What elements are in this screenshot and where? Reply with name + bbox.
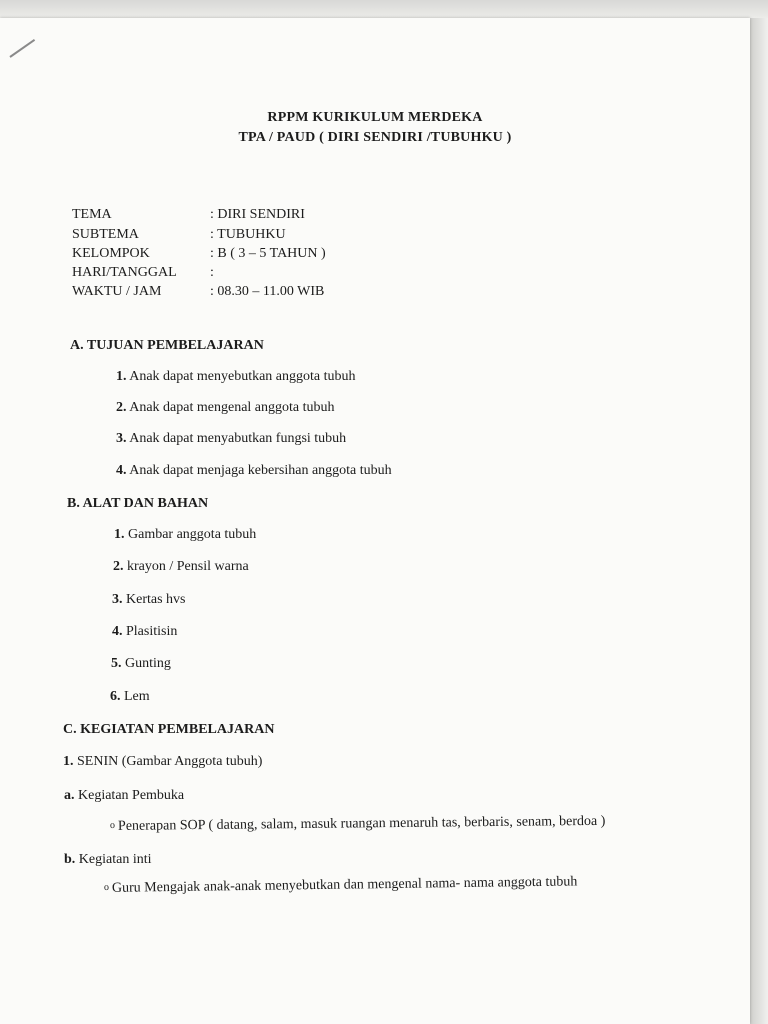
document-title: RPPM KURIKULUM MERDEKA — [267, 110, 483, 125]
document-subtitle: TPA / PAUD ( DIRI SENDIRI /TUBUHKU ) — [238, 130, 512, 145]
item-number: 1. — [63, 754, 74, 769]
subsection-b — [64, 852, 152, 868]
item-text: Kegiatan Pembuka — [78, 788, 185, 803]
meta-value: : DIRI SENDIRI — [210, 207, 305, 222]
meta-value: : B ( 3 – 5 TAHUN ) — [210, 246, 326, 261]
list-item — [112, 624, 177, 640]
list-item — [116, 369, 356, 385]
meta-row-kelompok — [72, 246, 326, 262]
item-text: Lem — [124, 689, 150, 704]
item-number: 5. — [111, 656, 122, 671]
item-number: 4. — [116, 463, 127, 478]
item-number: 1. — [114, 527, 125, 542]
section-c-heading: C. KEGIATAN PEMBELAJARAN — [63, 722, 275, 737]
meta-value: : 08.30 – 11.00 WIB — [210, 284, 325, 299]
item-text: krayon / Pensil warna — [127, 559, 249, 574]
day-item — [63, 754, 262, 770]
item-text: Gunting — [125, 656, 171, 671]
list-item — [116, 431, 346, 447]
meta-row-subtema — [72, 227, 286, 243]
item-text: Anak dapat menjaga kebersihan anggota tubuh — [129, 463, 392, 478]
item-text: Anak dapat menyebutkan anggota tubuh — [129, 369, 356, 384]
list-item — [116, 400, 335, 416]
pen-stroke-mark — [9, 39, 35, 58]
subsection-a — [64, 788, 184, 804]
item-text: SENIN (Gambar Anggota tubuh) — [77, 754, 263, 769]
item-number: 3. — [112, 592, 123, 607]
list-item — [111, 656, 171, 672]
meta-label: KELOMPOK — [72, 246, 150, 261]
item-text: Anak dapat menyabutkan fungsi tubuh — [129, 431, 347, 446]
list-item — [113, 559, 249, 575]
item-text: Gambar anggota tubuh — [128, 527, 257, 542]
section-a-heading: A. TUJUAN PEMBELAJARAN — [70, 338, 264, 353]
meta-row-waktu-jam — [72, 284, 324, 300]
item-label: b. — [64, 852, 76, 867]
item-text: Plasitisin — [126, 624, 178, 639]
meta-row-hari-tanggal — [72, 265, 214, 281]
list-item — [112, 592, 186, 608]
document-page — [0, 18, 750, 1024]
list-item — [114, 527, 256, 543]
item-text: Anak dapat mengenal anggota tubuh — [129, 400, 335, 415]
meta-label: TEMA — [72, 207, 112, 222]
bullet-icon: o — [103, 881, 110, 893]
bullet-icon: o — [109, 819, 116, 831]
item-number: 2. — [116, 400, 127, 415]
bullet-item — [104, 874, 578, 897]
meta-label: WAKTU / JAM — [72, 284, 162, 299]
bullet-item — [110, 814, 606, 835]
list-item — [110, 689, 150, 705]
section-b-heading: B. ALAT DAN BAHAN — [67, 496, 209, 511]
item-number: 3. — [116, 431, 127, 446]
item-text: Guru Mengajak anak-anak menyebutkan dan mengenal nama- nama anggota tubuh — [111, 874, 578, 896]
meta-label: SUBTEMA — [72, 227, 139, 242]
item-number: 4. — [112, 624, 123, 639]
item-text: Kegiatan inti — [78, 852, 152, 867]
item-number: 1. — [116, 369, 127, 384]
meta-value: : — [210, 265, 214, 280]
item-text: Penerapan SOP ( datang, salam, masuk ruangan menaruh tas, berbaris, senam, berdoa ) — [117, 813, 606, 834]
meta-row-tema — [72, 207, 305, 223]
item-label: a. — [64, 788, 75, 803]
list-item — [116, 463, 392, 479]
meta-value: : TUBUHKU — [210, 227, 286, 242]
scan-top-edge — [0, 0, 768, 18]
item-number: 2. — [113, 559, 124, 574]
scan-right-edge — [750, 18, 768, 1024]
item-text: Kertas hvs — [126, 592, 186, 607]
meta-label: HARI/TANGGAL — [72, 265, 177, 280]
item-number: 6. — [110, 689, 121, 704]
